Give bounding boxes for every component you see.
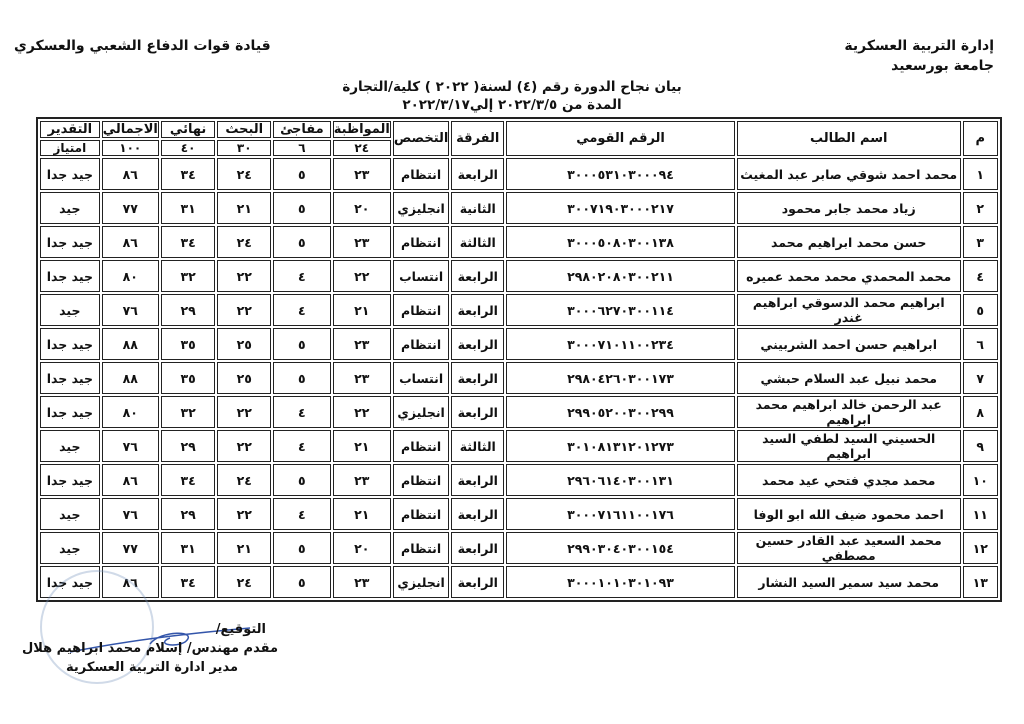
signatory-name: مقدم مهندس/ إسلام محمد ابراهيم هلال: [21, 641, 278, 656]
cell-national-id: ٣٠٠٧١٩٠٣٠٠٠٢١٧: [506, 192, 735, 224]
cell-grade: جيد جدا: [40, 328, 100, 360]
col-name: اسم الطالب: [737, 121, 961, 156]
max-surprise: ٦: [273, 140, 331, 156]
cell-name: محمد السعيد عبد القادر حسين مصطفي: [737, 532, 961, 564]
cell-year: الرابعة: [451, 328, 504, 360]
cell-national-id: ٢٩٦٠٦١٤٠٣٠٠١٣١: [506, 464, 735, 496]
cell-attendance: ٢٢: [333, 396, 391, 428]
cell-surprise: ٥: [273, 566, 331, 598]
cell-num: ١٣: [963, 566, 999, 598]
document-title-block: [0, 78, 1024, 114]
cell-grade: جيد: [40, 532, 100, 564]
cell-specialty: انتظام: [393, 158, 450, 190]
cell-total: ٧٧: [102, 192, 159, 224]
cell-final: ٢٩: [161, 430, 216, 462]
cell-grade: جيد: [40, 294, 100, 326]
cell-num: ٦: [963, 328, 999, 360]
table-row: [40, 192, 998, 224]
cell-final: ٢٩: [161, 498, 216, 530]
cell-name: زياد محمد جابر محمود: [737, 192, 961, 224]
cell-name: احمد محمود ضيف الله ابو الوفا: [737, 498, 961, 530]
cell-total: ٨٦: [102, 226, 159, 258]
cell-name: عبد الرحمن خالد ابراهيم محمد ابراهيم: [737, 396, 961, 428]
cell-grade: جيد: [40, 192, 100, 224]
cell-national-id: ٢٩٩٠٣٠٤٠٣٠٠١٥٤: [506, 532, 735, 564]
cell-grade: جيد: [40, 498, 100, 530]
cell-grade: جيد جدا: [40, 396, 100, 428]
table-row: [40, 430, 998, 462]
cell-name: محمد نبيل عبد السلام حبشي: [737, 362, 961, 394]
cell-surprise: ٤: [273, 260, 331, 292]
document-title: بيان نجاح الدورة رقم (٤) لسنة( ٢٠٢٢ ) كلية/التجارة: [342, 79, 682, 95]
organization-header-right: [844, 36, 994, 76]
cell-grade: جيد جدا: [40, 260, 100, 292]
table-row: [40, 362, 998, 394]
cell-specialty: انجليزي: [393, 566, 450, 598]
col-attendance: المواظبة: [333, 122, 390, 137]
cell-year: الرابعة: [451, 498, 504, 530]
cell-national-id: ٣٠٠٠٦٢٧٠٣٠٠١١٤: [506, 294, 735, 326]
col-year: الفرقة: [451, 121, 504, 156]
cell-num: ٨: [963, 396, 999, 428]
cell-national-id: ٣٠٠٠٧١٦١١٠٠١٧٦: [506, 498, 735, 530]
table-row: [40, 328, 998, 360]
cell-surprise: ٤: [273, 430, 331, 462]
table-row: [40, 260, 998, 292]
max-attendance: ٢٤: [333, 140, 391, 156]
cell-attendance: ٢٠: [333, 532, 391, 564]
cell-attendance: ٢١: [333, 430, 391, 462]
table-header-row: [40, 121, 998, 138]
cell-research: ٢٢: [217, 396, 271, 428]
cell-surprise: ٥: [273, 464, 331, 496]
max-research: ٣٠: [217, 140, 271, 156]
cell-final: ٣١: [161, 532, 216, 564]
cell-research: ٢٤: [217, 226, 271, 258]
cell-year: الرابعة: [451, 158, 504, 190]
cell-specialty: انتظام: [393, 226, 450, 258]
cell-year: الرابعة: [451, 362, 504, 394]
cell-national-id: ٢٩٨٠٤٢٦٠٣٠٠١٧٣: [506, 362, 735, 394]
cell-specialty: انجليزي: [393, 396, 450, 428]
cell-research: ٢٤: [217, 464, 271, 496]
cell-grade: جيد: [40, 430, 100, 462]
cell-grade: جيد جدا: [40, 566, 100, 598]
university-name: جامعة بورسعيد: [891, 58, 994, 74]
cell-surprise: ٥: [273, 158, 331, 190]
cell-num: ١: [963, 158, 999, 190]
cell-national-id: ٢٩٩٠٥٢٠٠٣٠٠٢٩٩: [506, 396, 735, 428]
cell-num: ٥: [963, 294, 999, 326]
col-final: نهائي: [161, 121, 216, 138]
cell-num: ١١: [963, 498, 999, 530]
cell-surprise: ٥: [273, 192, 331, 224]
cell-surprise: ٥: [273, 362, 331, 394]
cell-attendance: ٢٣: [333, 362, 391, 394]
max-total: ١٠٠: [102, 140, 159, 156]
results-table: [36, 117, 1002, 602]
table-row: [40, 498, 998, 530]
cell-name: الحسيني السيد لطفي السيد ابراهيم: [737, 430, 961, 462]
cell-grade: جيد جدا: [40, 158, 100, 190]
cell-surprise: ٥: [273, 532, 331, 564]
cell-specialty: انتظام: [393, 294, 450, 326]
cell-year: الثالثة: [451, 226, 504, 258]
cell-research: ٢٢: [217, 430, 271, 462]
cell-total: ٧٦: [102, 498, 159, 530]
cell-year: الرابعة: [451, 260, 504, 292]
cell-name: حسن محمد ابراهيم محمد: [737, 226, 961, 258]
cell-research: ٢١: [217, 532, 271, 564]
cell-final: ٣١: [161, 192, 216, 224]
cell-surprise: ٤: [273, 498, 331, 530]
cell-final: ٣٤: [161, 566, 216, 598]
cell-year: الرابعة: [451, 294, 504, 326]
cell-total: ٧٦: [102, 294, 159, 326]
cell-attendance: ٢٣: [333, 328, 391, 360]
table-row: [40, 464, 998, 496]
cell-national-id: ٣٠٠٠٧١٠١١٠٠٢٣٤: [506, 328, 735, 360]
cell-total: ٨٠: [102, 260, 159, 292]
cell-final: ٣٤: [161, 158, 216, 190]
max-grade: امتياز: [40, 140, 100, 156]
cell-surprise: ٤: [273, 294, 331, 326]
col-specialty: التخصص: [393, 121, 450, 156]
signature-label: التوقيع/: [215, 622, 266, 637]
table-row: [40, 396, 998, 428]
table-row: [40, 294, 998, 326]
cell-num: ٢: [963, 192, 999, 224]
cell-final: ٣٢: [161, 396, 216, 428]
cell-attendance: ٢١: [333, 294, 391, 326]
command-name: قيادة قوات الدفاع الشعبي والعسكري: [14, 38, 271, 54]
cell-attendance: ٢٣: [333, 566, 391, 598]
cell-national-id: ٣٠١٠٨١٣١٢٠١٢٧٣: [506, 430, 735, 462]
cell-total: ٧٧: [102, 532, 159, 564]
cell-name: ابراهيم حسن احمد الشربيني: [737, 328, 961, 360]
table-row: [40, 566, 998, 598]
cell-final: ٣٤: [161, 464, 216, 496]
cell-research: ٢٢: [217, 498, 271, 530]
table-row: [40, 532, 998, 564]
cell-year: الرابعة: [451, 464, 504, 496]
cell-name: محمد احمد شوقي صابر عبد المغيث: [737, 158, 961, 190]
cell-total: ٧٦: [102, 430, 159, 462]
cell-name: محمد مجدي فتحي عيد محمد: [737, 464, 961, 496]
cell-specialty: انتظام: [393, 328, 450, 360]
cell-final: ٣٢: [161, 260, 216, 292]
cell-total: ٨٨: [102, 362, 159, 394]
cell-num: ٣: [963, 226, 999, 258]
cell-research: ٢٢: [217, 294, 271, 326]
cell-specialty: انتظام: [393, 498, 450, 530]
col-national-id: الرقم القومي: [506, 121, 735, 156]
cell-national-id: ٣٠٠٠٥٣١٠٣٠٠٠٩٤: [506, 158, 735, 190]
cell-national-id: ٣٠٠٠١٠١٠٣٠١٠٩٣: [506, 566, 735, 598]
table-row: [40, 158, 998, 190]
cell-year: الرابعة: [451, 396, 504, 428]
cell-name: محمد سيد سمير السيد النشار: [737, 566, 961, 598]
cell-final: ٣٥: [161, 328, 216, 360]
cell-year: الرابعة: [451, 566, 504, 598]
cell-specialty: انتساب: [393, 362, 450, 394]
department-name: إدارة التربية العسكرية: [844, 38, 994, 54]
cell-research: ٢٤: [217, 566, 271, 598]
cell-attendance: ٢٠: [333, 192, 391, 224]
cell-year: الثالثة: [451, 430, 504, 462]
col-research: البحث: [217, 121, 271, 138]
signatory-role: مدير ادارة التربية العسكرية: [66, 660, 238, 675]
cell-final: ٣٥: [161, 362, 216, 394]
signature-block: [8, 620, 278, 677]
cell-year: الثانية: [451, 192, 504, 224]
cell-total: ٨٦: [102, 158, 159, 190]
cell-research: ٢٢: [217, 260, 271, 292]
cell-num: ٩: [963, 430, 999, 462]
course-period: المدة من ٢٠٢٢/٣/٥ إلي٢٠٢٢/٣/١٧: [402, 97, 622, 113]
cell-specialty: انتساب: [393, 260, 450, 292]
cell-final: ٣٤: [161, 226, 216, 258]
cell-attendance: ٢١: [333, 498, 391, 530]
cell-research: ٢٥: [217, 328, 271, 360]
cell-name: ابراهيم محمد الدسوقي ابراهيم غندر: [737, 294, 961, 326]
cell-surprise: ٥: [273, 328, 331, 360]
col-grade: التقدير: [40, 121, 100, 138]
cell-national-id: ٢٩٨٠٢٠٨٠٣٠٠٢١١: [506, 260, 735, 292]
cell-specialty: انتظام: [393, 430, 450, 462]
cell-num: ٤: [963, 260, 999, 292]
cell-attendance: ٢٣: [333, 226, 391, 258]
max-final: ٤٠: [161, 140, 216, 156]
cell-attendance: ٢٣: [333, 464, 391, 496]
cell-name: محمد المحمدي محمد محمد عميره: [737, 260, 961, 292]
cell-specialty: انجليزي: [393, 192, 450, 224]
table-row: [40, 226, 998, 258]
cell-num: ١٠: [963, 464, 999, 496]
cell-total: ٨٦: [102, 464, 159, 496]
col-surprise: مفاجئ: [273, 121, 331, 138]
cell-attendance: ٢٢: [333, 260, 391, 292]
cell-research: ٢٥: [217, 362, 271, 394]
cell-total: ٨٠: [102, 396, 159, 428]
cell-specialty: انتظام: [393, 532, 450, 564]
cell-grade: جيد جدا: [40, 464, 100, 496]
cell-num: ٧: [963, 362, 999, 394]
cell-attendance: ٢٣: [333, 158, 391, 190]
cell-total: ٨٨: [102, 328, 159, 360]
cell-grade: جيد جدا: [40, 362, 100, 394]
col-num: م: [963, 121, 999, 156]
cell-specialty: انتظام: [393, 464, 450, 496]
cell-research: ٢١: [217, 192, 271, 224]
cell-num: ١٢: [963, 532, 999, 564]
cell-year: الرابعة: [451, 532, 504, 564]
col-total: الاجمالي: [102, 122, 158, 137]
cell-grade: جيد جدا: [40, 226, 100, 258]
cell-total: ٨٦: [102, 566, 159, 598]
cell-national-id: ٣٠٠٠٥٠٨٠٣٠٠١٣٨: [506, 226, 735, 258]
cell-final: ٢٩: [161, 294, 216, 326]
cell-surprise: ٥: [273, 226, 331, 258]
cell-surprise: ٤: [273, 396, 331, 428]
cell-research: ٢٤: [217, 158, 271, 190]
